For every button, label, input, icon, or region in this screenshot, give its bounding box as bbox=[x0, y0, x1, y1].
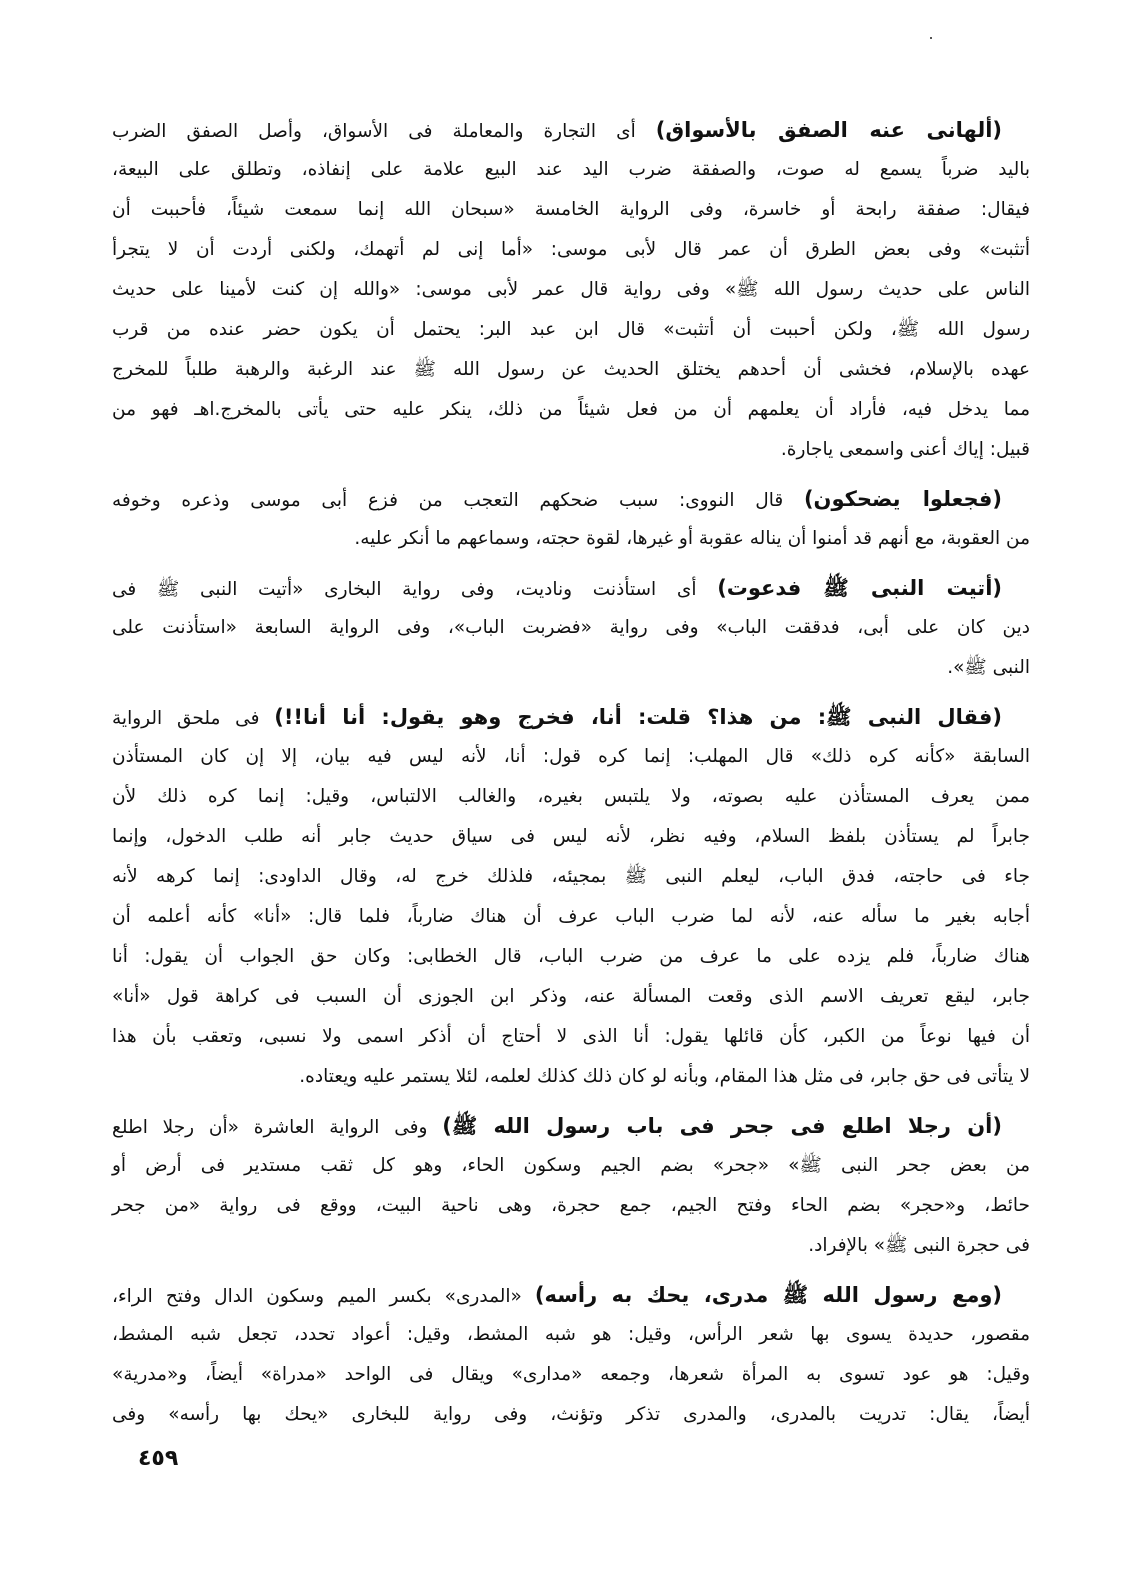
paragraph-line: رسول الله ﷺ، ولكن أحببت أن أتثبت» قال ابن عبد البر: يحتمل أن يكون حضر عنده من قرب bbox=[112, 319, 1030, 340]
paragraph-lead: (أتيت النبى ﷺ فدعوت) bbox=[717, 576, 1002, 600]
paragraph-lead: (فجعلوا يضحكون) bbox=[803, 487, 1002, 511]
paragraph-text: فى ملحق الرواية bbox=[112, 708, 275, 729]
paragraph-line: قبيل: إياك أعنى واسمعى ياجارة. bbox=[780, 439, 1030, 460]
paragraph-lead: (ألهانى عنه الصفق بالأسواق) bbox=[655, 118, 1003, 142]
paragraph-line: هناك ضارباً، فلم يزده على ما عرف من ضرب الباب، قال الخطابى: وكان حق الجواب أن يقول: أنا bbox=[112, 946, 1030, 967]
paragraph-line: باليد ضرباً يسمع له صوت، والصفقة ضرب اليد عند البيع علامة على إنفاذه، وتطلق على البيعة، bbox=[112, 159, 1030, 180]
paragraph-line: جابر، ليقع تعريف الاسم الذى وقعت المسألة عنه، وذكر ابن الجوزى أن السبب فى كراهة قول «أنا» bbox=[112, 986, 1030, 1007]
paragraph-first-line bbox=[112, 479, 1030, 519]
paragraph-text: أى التجارة والمعاملة فى الأسواق، وأصل الصفق الضرب bbox=[112, 121, 656, 142]
paragraph-line: جابراً لم يستأذن بلفظ السلام، وفيه نظر، لأنه ليس فى سياق حديث جابر أنه طلب الدخول، وإنما bbox=[112, 826, 1030, 847]
paragraph-lead: (أن رجلا اطلع فى جحر فى باب رسول الله ﷺ) bbox=[442, 1114, 1002, 1138]
paragraph-line: عهده بالإسلام، فخشى أن أحدهم يختلق الحديث عن رسول الله ﷺ عند الرغبة والرهبة طلباً للمخرج bbox=[112, 359, 1030, 380]
paragraph-text: وفى الرواية العاشرة «أن رجلا اطلع bbox=[112, 1117, 443, 1138]
paragraph-line: ممن يعرف المستأذن عليه بصوته، ولا يلتبس بغيره، والغالب الالتباس، وقيل: إنما كره ذلك لأن bbox=[112, 786, 1030, 807]
paragraph-text: أى استأذنت وناديت، وفى رواية البخارى «أتيت النبى ﷺ فى bbox=[112, 579, 718, 600]
paragraph-text: «المدرى» بكسر الميم وسكون الدال وفتح الراء، bbox=[112, 1286, 535, 1307]
paragraph-first-line bbox=[112, 1275, 1030, 1315]
paragraph-man-hatha bbox=[112, 697, 1030, 1097]
paragraph-alhani bbox=[112, 110, 1030, 470]
paragraph-line: النبى ﷺ». bbox=[947, 657, 1030, 678]
paragraph-line: وقيل: هو عود تسوى به المرأة شعرها، وجمعه «مدارى» ويقال فى الواحد «مدراة» أيضاً، و«مدرية» bbox=[112, 1364, 1030, 1385]
paragraph-line: مما يدخل فيه، فأراد أن يعلمهم أن من فعل شيئاً من ذلك، ينكر عليه حتى يأتى بالمخرج.اهـ فهو من bbox=[112, 399, 1030, 420]
paragraph-line: حائط، و«حجر» بضم الحاء وفتح الجيم، جمع حجرة، وهى ناحية البيت، ووقع فى رواية «من جحر bbox=[112, 1195, 1030, 1216]
paragraph-line: لا يتأتى فى حق جابر، فى مثل هذا المقام، وبأنه لو كان ذلك كذلك لعلمه، لئلا يستمر عليه ويعتاده. bbox=[299, 1066, 1030, 1087]
paragraph-line: دين كان على أبى، فدققت الباب» وفى رواية «فضربت الباب»، وفى الرواية السابعة «استأذنت على bbox=[112, 617, 1030, 638]
paragraph-line: من العقوبة، مع أنهم قد أمنوا أن يناله عقوبة أو غيرها، لقوة حجته، وسماعهم ما أنكر عليه. bbox=[354, 528, 1030, 549]
page-body bbox=[112, 110, 1030, 1444]
paragraph-line: فى حجرة النبى ﷺ» بالإفراد. bbox=[808, 1235, 1030, 1256]
paragraph-line: الناس على حديث رسول الله ﷺ» وفى رواية قال عمر لأبى موسى: «والله إن كنت لأمينا على حديث bbox=[112, 279, 1030, 300]
paragraph-line: أتثبت» وفى بعض الطرق أن عمر قال لأبى موسى: «أما إنى لم أتهمك، ولكنى أردت أن لا يتجرأ bbox=[112, 239, 1030, 260]
paragraph-yadhakun bbox=[112, 479, 1030, 559]
paragraph-midra bbox=[112, 1275, 1030, 1435]
paragraph-lead: (ومع رسول الله ﷺ مدرى، يحك به رأسه) bbox=[534, 1283, 1002, 1307]
paragraph-line: أيضاً، يقال: تدريت بالمدرى، والمدرى تذكر وتؤنث، وفى رواية للبخارى «يحك بها رأسه» وفى bbox=[112, 1404, 1030, 1425]
paragraph-juhr bbox=[112, 1106, 1030, 1266]
paragraph-line: السابقة «كأنه كره ذلك» قال المهلب: إنما كره قول: أنا، لأنه ليس فيه بيان، إلا إن كان المستأذن bbox=[112, 746, 1030, 767]
paragraph-line: فيقال: صفقة رابحة أو خاسرة، وفى الرواية الخامسة «سبحان الله إنما سمعت شيئاً، فأحببت أن bbox=[112, 199, 1030, 220]
paragraph-line: من بعض جحر النبى ﷺ» «جحر» بضم الجيم وسكون الحاء، وهو كل ثقب مستدير فى أرض أو bbox=[112, 1155, 1030, 1176]
paragraph-lead: (فقال النبى ﷺ: من هذا؟ قلت: أنا، فخرج وهو يقول: أنا أنا!!) bbox=[274, 705, 1002, 729]
paragraph-line: جاء فى حاجته، فدق الباب، ليعلم النبى ﷺ بمجيئه، فلذلك خرج له، وقال الداودى: إنما كرهه لأنه bbox=[112, 866, 1030, 887]
paragraph-first-line bbox=[112, 697, 1030, 737]
page-number: ٤٥٩ bbox=[138, 1446, 179, 1471]
paragraph-first-line bbox=[112, 568, 1030, 608]
paragraph-atayt bbox=[112, 568, 1030, 688]
paragraph-first-line bbox=[112, 110, 1030, 150]
scan-speck bbox=[930, 37, 932, 39]
paragraph-line: مقصور، حديدة يسوى بها شعر الرأس، وقيل: هو شبه المشط، وقيل: أعواد تحدد، تجعل شبه المشط، bbox=[112, 1324, 1030, 1345]
paragraph-line: أن فيها نوعاً من الكبر، كأن قائلها يقول: أنا الذى لا أحتاج أن أذكر اسمى ولا نسبى، وتعقب بأن هذا bbox=[112, 1026, 1030, 1047]
paragraph-first-line bbox=[112, 1106, 1030, 1146]
paragraph-text: قال النووى: سبب ضحكهم التعجب من فزع أبى موسى وذعره وخوفه bbox=[112, 490, 804, 511]
paragraph-line: أجابه بغير ما سأله عنه، لأنه لما ضرب الباب عرف أن هناك ضارباً، فلما قال: «أنا» كأنه أعلمه أن bbox=[112, 906, 1030, 927]
